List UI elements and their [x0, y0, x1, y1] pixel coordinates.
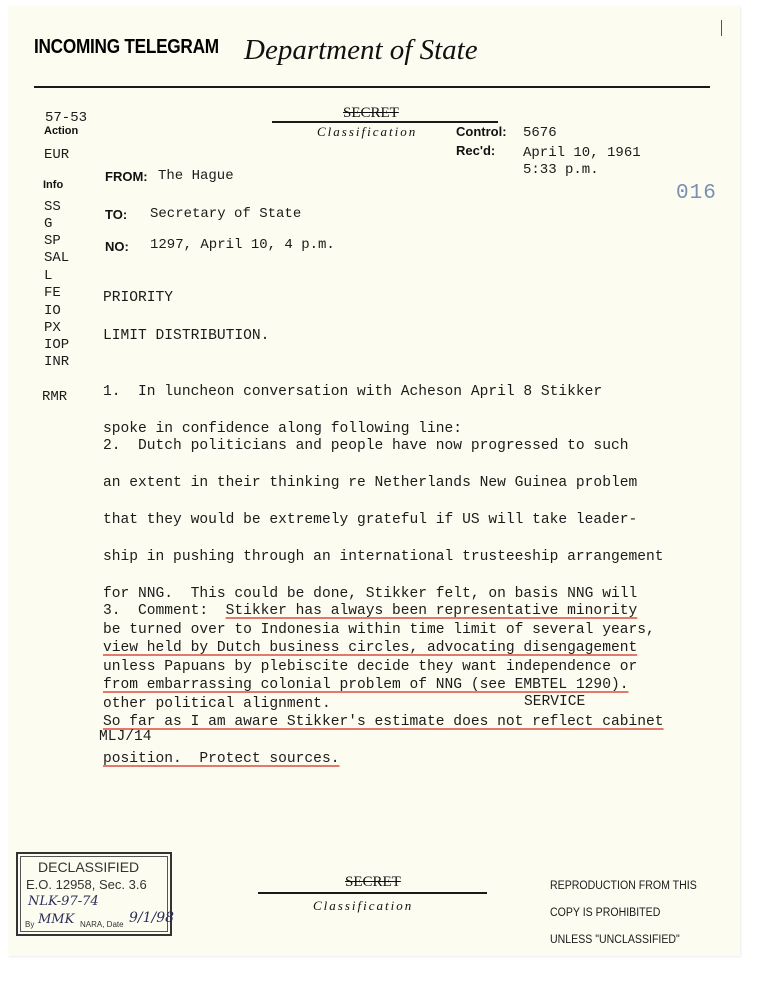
classification-label-top: Classification [317, 124, 418, 139]
paragraph-3 [103, 584, 664, 786]
no-label: NO: [105, 239, 129, 254]
classification-label-bottom: Classification [313, 898, 414, 913]
info-label: Info [43, 179, 64, 191]
rmr-office: RMR [42, 389, 68, 405]
paragraph-line [103, 713, 664, 731]
received-label: Rec'd: [456, 143, 496, 158]
info-office: INR [44, 354, 70, 370]
control-number: 5676 [523, 125, 557, 141]
highlighted-text: view held by Dutch business circles, advocating disengagement [103, 640, 638, 657]
info-office: FE [44, 285, 61, 301]
department-of-state-heading: Department of State [244, 34, 478, 66]
paragraph-line [103, 750, 664, 768]
info-office: SAL [44, 250, 70, 266]
info-office: G [44, 216, 53, 232]
reproduction-line: COPY IS PROHIBITED [550, 906, 661, 919]
highlighted-text: Stikker has always been representative minority [225, 603, 638, 620]
declassified-by-initials: MMK [38, 912, 75, 927]
to-value: Secretary of State [150, 206, 302, 222]
reproduction-notice [550, 866, 697, 961]
declassified-nara-label: NARA, Date [80, 920, 124, 929]
paragraph-line: be turned over to Indonesia within time limit of several years, [103, 622, 655, 639]
incoming-telegram-heading: INCOMING TELEGRAM [34, 36, 219, 58]
received-time: 5:33 p.m. [523, 162, 599, 178]
info-office: PX [44, 320, 61, 336]
header-rule [34, 86, 710, 88]
highlighted-text: So far as I am aware Stikker's estimate does not reflect cabinet [103, 713, 664, 730]
declassified-date: 9/1/98 [129, 910, 175, 926]
paragraph-line: unless Papuans by plebiscite decide they want independence or [103, 659, 638, 676]
action-label: Action [44, 125, 79, 137]
highlighted-text: from embarrassing colonial problem of NNG (see EMBTEL 1290). [103, 677, 629, 694]
classification-secret-top: SECRET [343, 105, 399, 121]
from-value: The Hague [158, 168, 234, 184]
action-office: EUR [44, 147, 70, 163]
paragraph-line [103, 602, 664, 620]
comment-prefix: 3. Comment: [103, 603, 226, 620]
no-value: 1297, April 10, 4 p.m. [150, 237, 335, 253]
limit-distribution-line: LIMIT DISTRIBUTION. [103, 328, 270, 344]
paragraph-line [103, 676, 664, 694]
initials-line: MLJ/14 [99, 729, 152, 745]
classification-rule-top [272, 121, 498, 123]
classification-rule-bottom [258, 892, 487, 894]
info-office: SS [44, 199, 61, 215]
margin-tick [721, 20, 722, 36]
declassified-by-label: By [25, 920, 35, 929]
paragraph-line [103, 639, 664, 657]
service-line: SERVICE [524, 694, 586, 710]
classification-secret-bottom: SECRET [345, 874, 401, 890]
paragraph-line: for NNG. This could be done, Stikker felt, on basis NNG will [103, 585, 638, 602]
info-office: IOP [44, 337, 70, 353]
declassified-stamp [16, 852, 175, 936]
declassified-eo: E.O. 12958, Sec. 3.6 [26, 877, 147, 892]
control-label: Control: [456, 124, 507, 139]
info-office: L [44, 268, 53, 284]
received-date: April 10, 1961 [523, 145, 641, 161]
paragraph-line: that they would be extremely grateful if US will take leader- [103, 512, 638, 529]
paragraph-line: an extent in their thinking re Netherlands New Guinea problem [103, 475, 638, 492]
paragraph-line: spoke in confidence along following line: [103, 421, 463, 438]
to-label: TO: [105, 207, 128, 222]
highlighted-text: position. Protect sources. [103, 750, 340, 767]
info-office: SP [44, 233, 61, 249]
action-code: 57-53 [45, 110, 88, 126]
declassified-case-number: NLK-97-74 [28, 894, 99, 909]
paragraph-line: ship in pushing through an international trusteeship arrangement [103, 548, 664, 565]
info-office: IO [44, 303, 61, 319]
from-label: FROM: [105, 169, 148, 184]
reproduction-line: REPRODUCTION FROM THIS [550, 879, 697, 892]
declassified-title: DECLASSIFIED [38, 859, 140, 875]
stamp-number: 016 [676, 182, 717, 205]
reproduction-line: UNLESS "UNCLASSIFIED" [550, 933, 680, 946]
paragraph-line: 1. In luncheon conversation with Acheson April 8 Stikker [103, 384, 603, 401]
priority-line: PRIORITY [103, 290, 174, 306]
paragraph-line: other political alignment. [103, 696, 331, 713]
paragraph-line: 2. Dutch politicians and people have now progressed to such [103, 438, 629, 455]
